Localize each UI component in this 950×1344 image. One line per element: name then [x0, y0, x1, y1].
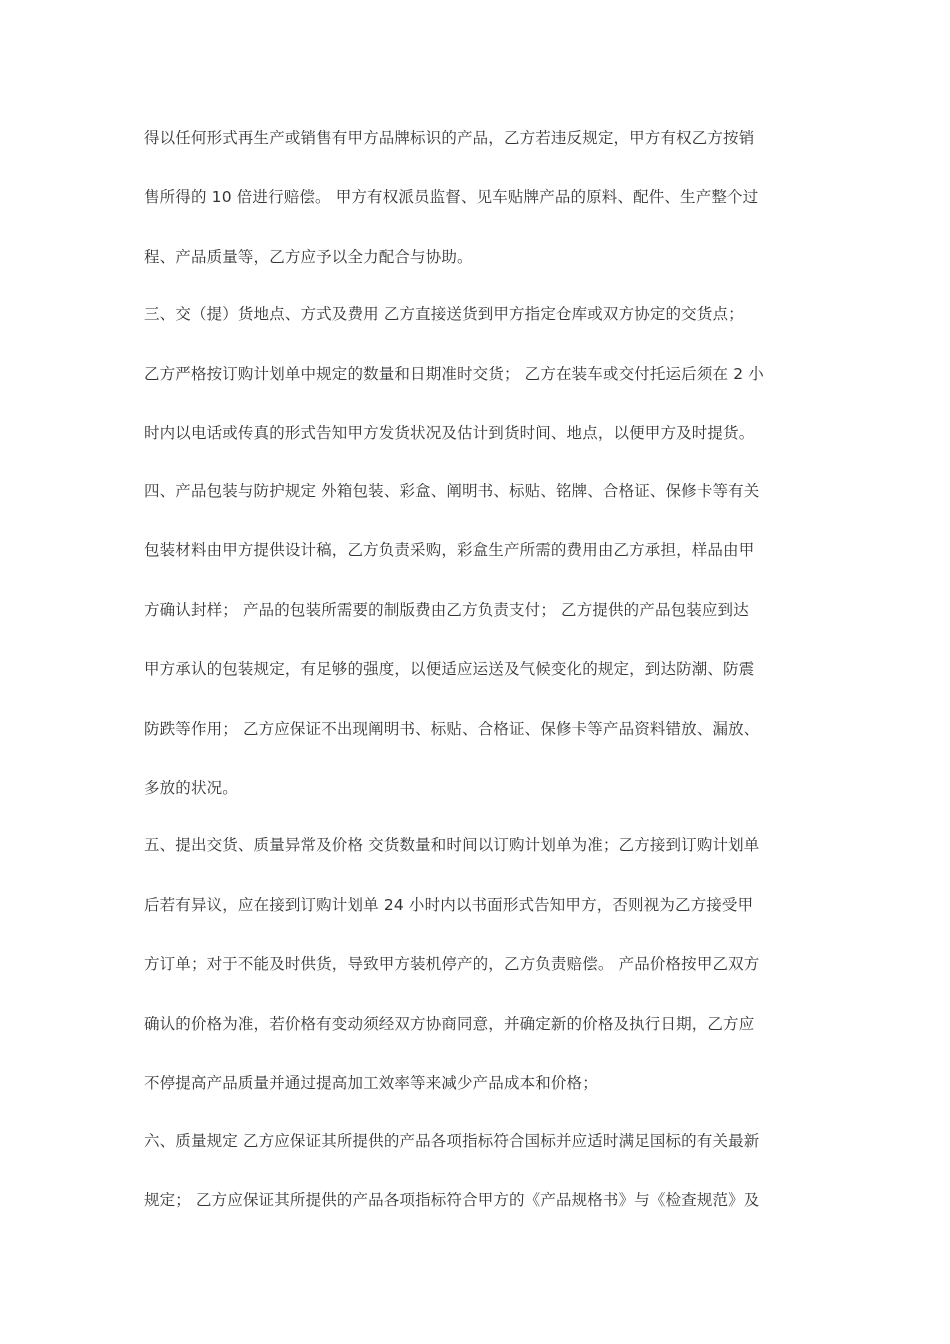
text-line: 五、提出交货、质量异常及价格 交货数量和时间以订购计划单为准；乙方接到订购计划单 — [144, 836, 760, 854]
text-line: 得以任何形式再生产或销售有甲方品牌标识的产品，乙方若违反规定，甲方有权乙方按销 — [144, 129, 755, 147]
text-line: 多放的状况。 — [144, 779, 238, 797]
text-line: 规定； 乙方应保证其所提供的产品各项指标符合甲方的《产品规格书》与《检查规范》及 — [144, 1191, 760, 1209]
text-line: 方确认封样； 产品的包装所需要的制版费由乙方负责支付； 乙方提供的产品包装应到达 — [144, 601, 749, 619]
text-line: 后若有异议，应在接到订购计划单 24 小时内以书面形式告知甲方，否则视为乙方接受甲 — [144, 896, 754, 914]
text-line: 甲方承认的包装规定，有足够的强度，以便适应运送及气候变化的规定，到达防潮、防震 — [144, 660, 755, 678]
text-line: 售所得的 10 倍进行赔偿。 甲方有权派员监督、见车贴牌产品的原料、配件、生产整个过 — [144, 188, 759, 206]
text-line: 程、产品质量等，乙方应予以全力配合与协助。 — [144, 248, 473, 266]
text-line: 四、产品包装与防护规定 外箱包装、彩盒、阐明书、标贴、铭牌、合格证、保修卡等有关 — [144, 482, 760, 500]
text-line: 六、质量规定 乙方应保证其所提供的产品各项指标符合国标并应适时满足国标的有关最新 — [144, 1132, 760, 1150]
text-line: 确认的价格为准，若价格有变动须经双方协商同意，并确定新的价格及执行日期，乙方应 — [144, 1015, 755, 1033]
text-line: 包装材料由甲方提供设计稿，乙方负责采购，彩盒生产所需的费用由乙方承担，样品由甲 — [144, 541, 755, 559]
text-line: 乙方严格按订购计划单中规定的数量和日期准时交货； 乙方在装车或交付托运后须在 2 小 — [144, 365, 764, 383]
text-line: 方订单；对于不能及时供货，导致甲方装机停产的，乙方负责赔偿。 产品价格按甲乙双方 — [144, 955, 760, 973]
text-line: 不停提高产品质量并通过提高加工效率等来减少产品成本和价格； — [144, 1074, 598, 1092]
text-line: 时内以电话或传真的形式告知甲方发货状况及估计到货时间、地点，以便甲方及时提货。 — [144, 424, 755, 442]
text-line: 防跌等作用； 乙方应保证不出现阐明书、标贴、合格证、保修卡等产品资料错放、漏放、 — [144, 720, 760, 738]
text-line: 三、交（提）货地点、方式及费用 乙方直接送货到甲方指定仓库或双方协定的交货点； — [144, 305, 744, 323]
